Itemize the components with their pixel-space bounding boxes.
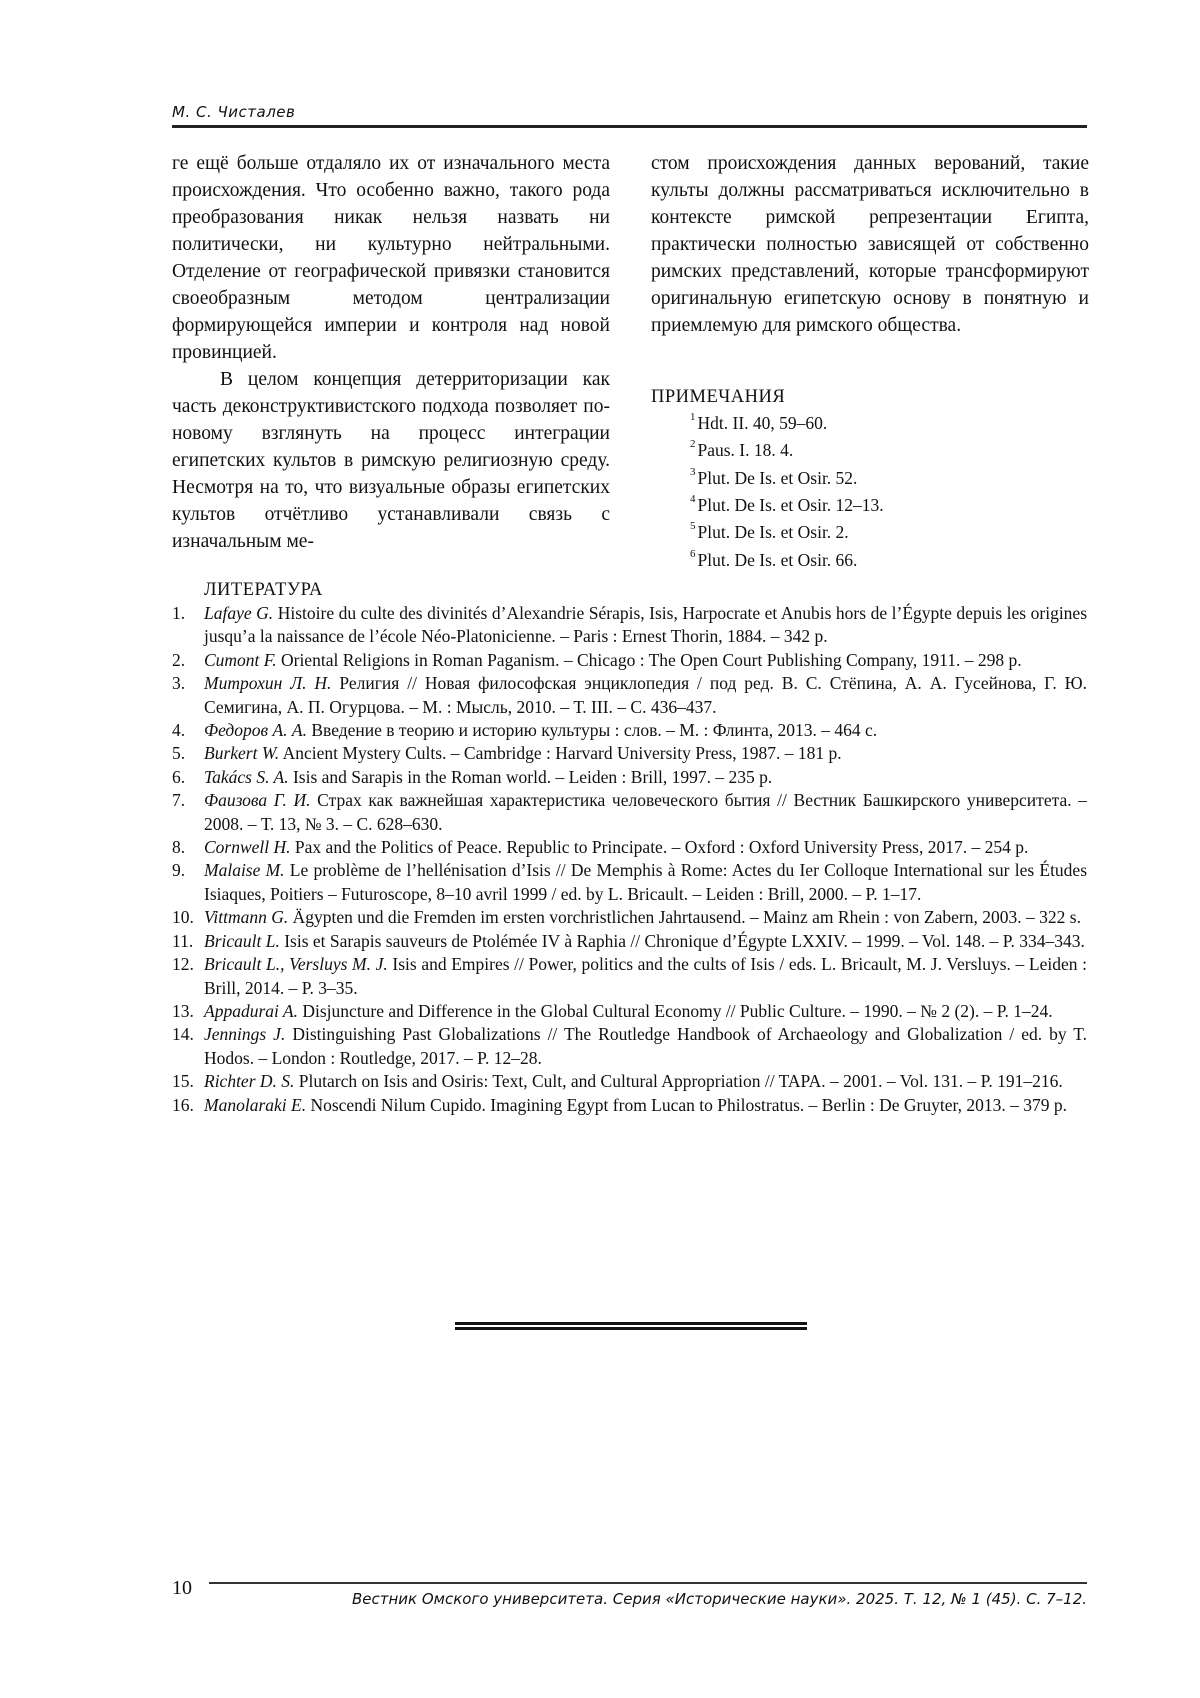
reference-number: 16.	[172, 1094, 194, 1115]
reference-number: 9.	[172, 860, 186, 881]
reference-item	[172, 789, 1087, 836]
reference-item	[172, 719, 1087, 742]
note-text: Plut. De Is. et Osir. 12–13.	[697, 494, 884, 515]
literature-heading: ЛИТЕРАТУРА	[204, 580, 323, 600]
reference-item	[172, 742, 1087, 765]
reference-number: 14.	[172, 1024, 194, 1045]
reference-item	[172, 1094, 1087, 1117]
reference-text: Ägypten und die Fremden im ersten vorchristlichen Jahrtausend. – Mainz am Rhein : von Zabern, 2003. – 322 s.	[292, 907, 1081, 928]
reference-author: Vittmann G.	[204, 907, 289, 928]
note-number: 3	[690, 465, 696, 478]
reference-text: Distinguishing Past Globalizations // The Routledge Handbook of Archaeology and Globalization / ed. by T. Hodos. – London : Routledge, 2017. – P. 12–28.	[204, 1024, 1088, 1068]
reference-number: 4.	[172, 720, 186, 741]
reference-item	[172, 766, 1087, 789]
end-double-rule	[455, 1322, 807, 1332]
reference-text: Религия // Новая философская энциклопедия / под ред. В. С. Стёпина, А. А. Гусейнова, Г. Ю. Семигина, А. П. Огурцова. – М. : Мысль, 2010. – Т. III. – С. 436–437.	[204, 673, 1087, 717]
reference-author: Cumont F.	[204, 649, 277, 670]
reference-item	[172, 672, 1087, 719]
reference-author: Bricault L.	[204, 930, 280, 951]
notes-heading: ПРИМЕЧАНИЯ	[651, 387, 786, 407]
reference-author: Bricault L., Versluys M. J.	[204, 954, 388, 975]
note-number: 2	[690, 438, 696, 451]
reference-number: 5.	[172, 743, 186, 764]
reference-text: Pax and the Politics of Peace. Republic to Principate. – Oxford : Oxford University Press, 2017. – 254 p.	[294, 837, 1029, 858]
reference-text: Isis and Sarapis in the Roman world. – Leiden : Brill, 1997. – 235 p.	[292, 766, 773, 787]
reference-text: Noscendi Nilum Cupido. Imagining Egypt from Lucan to Philostratus. – Berlin : De Gruyter, 2013. – 379 p.	[310, 1094, 1068, 1115]
reference-item	[172, 930, 1087, 953]
reference-author: Richter D. S.	[204, 1071, 295, 1092]
reference-author: Фаизова Г. И.	[204, 790, 311, 811]
reference-item	[172, 836, 1087, 859]
reference-author: Burkert W.	[204, 743, 280, 764]
body-column-right	[651, 150, 1089, 339]
references-list	[172, 602, 1087, 1117]
reference-item	[172, 1000, 1087, 1023]
running-head-author: М. С. Чисталев	[172, 103, 296, 121]
page-number: 10	[172, 1577, 192, 1599]
header-rule	[172, 125, 1087, 128]
reference-text: Disjuncture and Difference in the Global Cultural Economy // Public Culture. – 1990. – № 2 (2). – P. 1–24.	[302, 1000, 1053, 1021]
note-item	[690, 463, 884, 490]
reference-author: Jennings J.	[204, 1024, 286, 1045]
reference-item	[172, 1023, 1087, 1070]
reference-text: Isis and Empires // Power, politics and the cults of Isis / eds. L. Bricault, M. J. Versluys. – Leiden : Brill, 2014. – P. 3–35.	[204, 954, 1088, 998]
journal-citation: Вестник Омского университета. Серия «Исторические науки». 2025. Т. 12, № 1 (45). С. 7–12.	[351, 1590, 1087, 1608]
note-text: Hdt. II. 40, 59–60.	[697, 412, 828, 433]
note-text: Plut. De Is. et Osir. 52.	[697, 467, 858, 488]
note-number: 1	[690, 411, 696, 423]
reference-item	[172, 649, 1087, 672]
notes-list	[690, 408, 884, 572]
reference-text: Oriental Religions in Roman Paganism. – Chicago : The Open Court Publishing Company, 1911. – 298 p.	[280, 649, 1022, 670]
reference-number: 15.	[172, 1071, 194, 1092]
reference-text: Ancient Mystery Cults. – Cambridge : Harvard University Press, 1987. – 181 p.	[282, 743, 842, 764]
reference-item	[172, 953, 1087, 1000]
paragraph: В целом концепция детерриторизации как часть деконструктивистского подхода позволяет по-новому взглянуть на процесс интеграции египетских культов в римскую религиозную среду. Несмотря на то, что визуальные образы египетских культов отчётливо устанавливали связь с изначальным ме-	[172, 369, 610, 552]
reference-item	[172, 602, 1087, 649]
note-number: 4	[690, 492, 696, 505]
body-column-left	[172, 150, 610, 555]
paragraph: стом происхождения данных верований, такие культы должны рассматриваться исключительно в контексте римской репрезентации Египта, практически полностью зависящей от собственно римских представлений, которые трансформируют оригинальную египетскую основу в понятную и приемлемую для римского общества.	[651, 153, 1089, 336]
reference-item	[172, 859, 1087, 906]
reference-author: Федоров А. А.	[204, 720, 307, 741]
reference-item	[172, 1070, 1087, 1093]
footer-rule	[209, 1582, 1087, 1584]
reference-number: 12.	[172, 954, 194, 975]
reference-text: Введение в теорию и историю культуры : слов. – М. : Флинта, 2013. – 464 с.	[311, 720, 878, 741]
reference-item	[172, 906, 1087, 929]
note-item	[690, 408, 884, 435]
paragraph: ге ещё больше отдаляло их от изначального места происхождения. Что особенно важно, такого рода преобразования никак нельзя назвать ни политически, ни культурно нейтральными. Отделение от географической привязки становится своеобразным методом централизации формирующейся империи и контроля над новой провинцией.	[172, 153, 610, 363]
reference-author: Manolaraki E.	[204, 1094, 307, 1115]
note-text: Paus. I. 18. 4.	[697, 440, 794, 461]
reference-author: Митрохин Л. Н.	[204, 673, 332, 694]
reference-number: 8.	[172, 837, 186, 858]
reference-text: Le problème de l’hellénisation d’Isis // De Memphis à Rome: Actes du Ier Colloque International sur les Études Isiaques, Poitiers – Futuroscope, 8–10 avril 1999 / ed. by L. Bricault. – Leiden : Brill, 2000. – P. 1–17.	[204, 860, 1088, 904]
reference-text: Histoire du culte des divinités d’Alexandrie Sérapis, Isis, Harpocrate et Anubis hors de l’Égypte depuis les origines jusqu’a la naissance de l’école Néo-Platonicienne. – Paris : Ernest Thorin, 1884. – 342 p.	[204, 603, 1088, 647]
reference-number: 7.	[172, 790, 186, 811]
reference-number: 3.	[172, 673, 186, 694]
reference-number: 10.	[172, 907, 194, 928]
reference-number: 2.	[172, 649, 186, 670]
reference-number: 1.	[172, 603, 186, 623]
reference-text: Isis et Sarapis sauveurs de Ptolémée IV à Raphia // Chronique d’Égypte LXXIV. – 1999. – Vol. 148. – P. 334–343.	[284, 930, 1085, 951]
note-text: Plut. De Is. et Osir. 66.	[697, 549, 858, 570]
reference-number: 6.	[172, 766, 186, 787]
note-text: Plut. De Is. et Osir. 2.	[697, 522, 849, 543]
reference-number: 13.	[172, 1000, 194, 1021]
note-number: 5	[690, 520, 696, 533]
note-item	[690, 517, 884, 544]
note-number: 6	[690, 547, 696, 560]
reference-author: Cornwell H.	[204, 837, 291, 858]
note-item	[690, 435, 884, 462]
reference-number: 11.	[172, 930, 194, 951]
reference-text: Plutarch on Isis and Osiris: Text, Cult, and Cultural Appropriation // TAPA. – 2001. – Vol. 131. – P. 191–216.	[298, 1071, 1063, 1092]
reference-author: Appadurai A.	[204, 1000, 298, 1021]
reference-author: Lafaye G.	[204, 603, 274, 623]
note-item	[690, 490, 884, 517]
reference-author: Takács S. A.	[204, 766, 289, 787]
reference-text: Страх как важнейшая характеристика человеческого бытия // Вестник Башкирского университета. – 2008. – Т. 13, № 3. – С. 628–630.	[204, 790, 1087, 834]
reference-author: Malaise M.	[204, 860, 285, 881]
note-item	[690, 545, 884, 572]
